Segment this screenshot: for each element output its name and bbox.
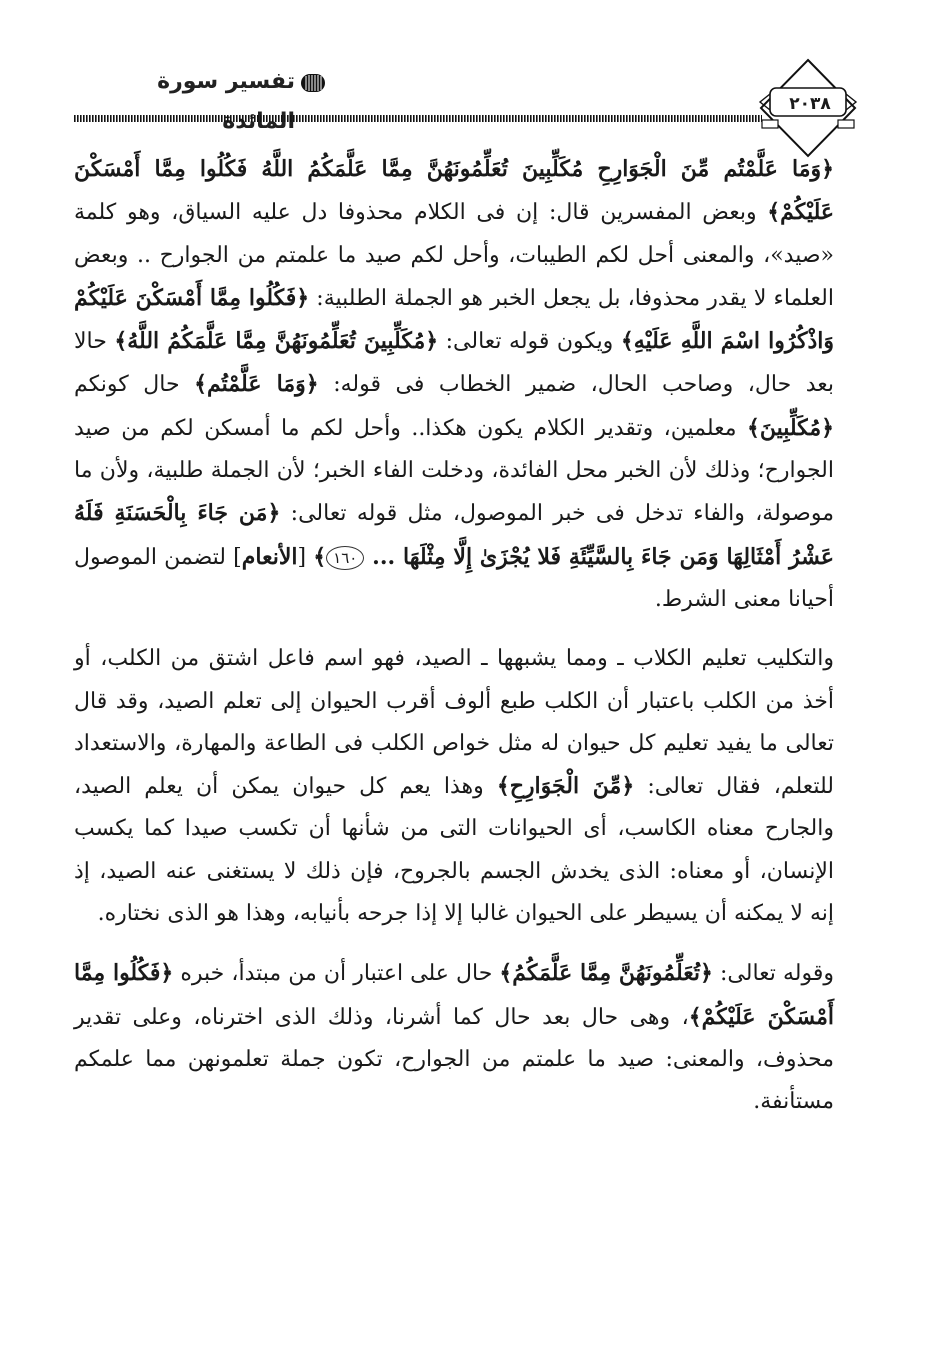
quran-quote: ﴿تُعَلِّمُونَهُنَّ مِمَّا عَلَّمَكُمُ﴾ bbox=[499, 960, 713, 987]
body-text: والتكليب تعليم الكلاب ـ ومما يشبهها ـ الصيد، فهو اسم فاعل اشتق من الكلب، أو أخذ من الكلب باعتبار أن الكلب طبع ألوف أقرب الحيوان إلى تعلم الصيد، وقد قال تعالى ما يفيد تعليم كل حيوان له مثل خواص الكلب فى الطاعة والمهارة، والاستعداد للتعلم، فقال تعالى: bbox=[74, 646, 835, 800]
quran-quote: ﴿وَمَا عَلَّمْتُم﴾ bbox=[194, 371, 319, 398]
body-text: حال على اعتبار أن من مبتدأ، خبره bbox=[173, 961, 500, 987]
ornament-icon bbox=[298, 70, 328, 96]
verse-number-badge: ١٦٠ bbox=[326, 546, 364, 570]
paragraph bbox=[74, 148, 834, 621]
quran-quote: ﴿فَكُلُوا مِمَّا أَمْسَكْنَ عَلَيْكُمْ وَاذْكُرُوا اسْمَ اللَّهِ عَلَيْهِ﴾ bbox=[74, 284, 834, 355]
body-text: وهذا يعم كل حيوان يمكن أن يعلم الصيد، والجارح معناه الكاسب، أى الحيوانات التى من شأنها أن تكسب صيدا كما يكسب الإنسان، أو معناه: الذى يخدش الجسم بالجروح، فإن ذلك لا يستغنى عنه الصيد، إذ إنه لا يمكنه أن يسيطر على الحيوان غالبا إلا إذا جرحه بأنيابه، وهذا هو الذى نختاره. bbox=[74, 774, 834, 927]
body-text: وبعض المفسرين قال: إن فى الكلام محذوفا دل عليه السياق، وهو كلمة «صيد»، والمعنى أحل لكم الطيبات، وأحل لكم صيد ما علمتم من الجوارح .. وبعض العلماء لا يقدر محذوفا، بل يجعل الخبر هو الجملة الطلبية: bbox=[74, 200, 834, 311]
body-text: حال كونكم bbox=[74, 372, 195, 398]
page-header bbox=[0, 0, 928, 160]
body-text: ] لتضمن الموصول أحيانا معنى الشرط. bbox=[74, 544, 834, 612]
body-text: حالا بعد حال، وصاحب الحال، ضمير الخطاب فى قوله: bbox=[74, 329, 834, 398]
body-text: معلمين، وتقدير الكلام يكون هكذا.. وأحل لكم ما أمسكن لكم من صيد الجوارح؛ وذلك لأن الخبر محل الفائدة، ودخلت الفاء الخبر؛ لأن الجملة طلبية، ولأن ما موصولة، والفاء تدخل فى خبر الموصول، مثل قوله تعالى: bbox=[74, 415, 834, 527]
quran-quote: ﴿مَن جَاءَ بِالْحَسَنَةِ فَلَهُ عَشْرُ أَمْثَالِهَا وَمَن جَاءَ بِالسَّيِّئَةِ فَلا يُجْزَىٰ إِلَّا مِثْلَهَا ... bbox=[74, 500, 835, 570]
paragraph bbox=[74, 638, 834, 935]
body-text: وقوله تعالى: bbox=[712, 961, 834, 987]
header-rule bbox=[74, 115, 762, 122]
book-title: تفسير سورة bbox=[157, 69, 295, 94]
quran-quote-close: ﴾ bbox=[313, 543, 327, 570]
quran-quote: ﴿مِّنَ الْجَوَارِحِ﴾ bbox=[496, 773, 635, 800]
page-body bbox=[74, 148, 834, 1288]
sura-reference: الأنعام bbox=[241, 543, 298, 570]
quran-quote: ﴿مُكَلِّبِينَ﴾ bbox=[746, 414, 834, 441]
page-number: ٢٠٣٨ bbox=[789, 94, 831, 114]
quran-quote: ﴿وَمَا عَلَّمْتُم مِّنَ الْجَوَارِحِ مُكَلِّبِينَ تُعَلِّمُونَهُنَّ مِمَّا عَلَّمَكُمُ اللَّهُ فَكُلُوا مِمَّا أَمْسَكْنَ عَلَيْكُمْ﴾ bbox=[74, 156, 834, 226]
quran-quote: ﴿فَكُلُوا مِمَّا أَمْسَكْنَ عَلَيْكُمْ﴾ bbox=[74, 960, 834, 1030]
body-text: [ bbox=[297, 544, 314, 570]
quran-quote: ﴿مُكَلِّبِينَ تُعَلِّمُونَهُنَّ مِمَّا عَلَّمَكُمُ اللَّهُ﴾ bbox=[114, 328, 439, 355]
body-text: ، وهى حال بعد حال كما أشرنا، وذلك الذى اخترناه، وعلى تقدير محذوف، والمعنى: صيد ما علمتم من الجوارح، تكون جملة تعلمونهن مما علمكم مستأنفة. bbox=[74, 1004, 834, 1115]
paragraph bbox=[74, 952, 834, 1123]
body-text: ويكون قوله تعالى: bbox=[438, 329, 621, 355]
